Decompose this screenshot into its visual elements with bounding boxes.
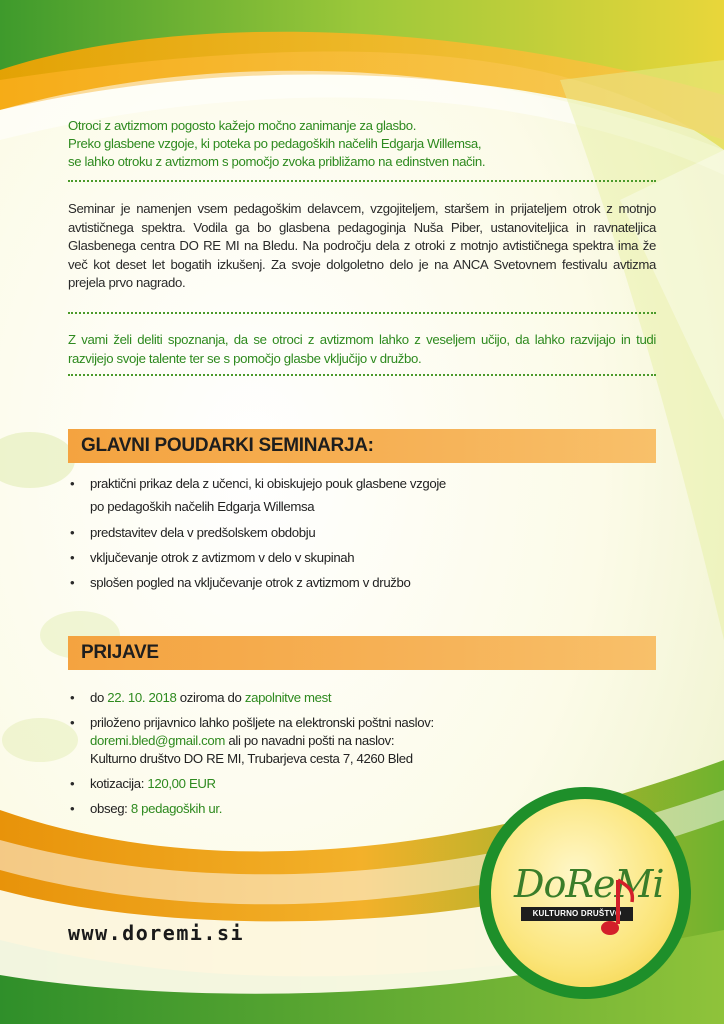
list-item: • praktični prikaz dela z učenci, ki obiskujejo pouk glasbene vzgoje (70, 475, 446, 493)
intro-line-1: Otroci z avtizmom pogosto kažejo močno zanimanje za glasbo. (68, 118, 417, 133)
list-item: • splošen pogled na vključevanje otrok z avtizmom v družbo (70, 574, 411, 592)
divider-1 (68, 180, 656, 182)
list-item-fee: • kotizacija: 120,00 EUR (70, 775, 434, 793)
deadline-date: 22. 10. 2018 (107, 690, 177, 705)
music-note-icon (598, 876, 638, 942)
highlights-list (70, 475, 446, 493)
highlights-heading-bar (68, 429, 656, 463)
postal-address: Kulturno društvo DO RE MI, Trubarjeva cesta 7, 4260 Bled (90, 751, 413, 766)
doremi-logo: DoReMi (514, 862, 664, 906)
list-item-continuation: po pedagoških načelih Edgarja Willemsa (90, 499, 315, 514)
divider-3 (68, 374, 656, 376)
list-item-deadline: • do 22. 10. 2018 oziroma do zapolnitve mest (70, 689, 434, 707)
registration-list (70, 689, 434, 818)
website-link[interactable]: www.doremi.si (68, 921, 245, 945)
registration-heading-bar (68, 636, 656, 670)
list-item: • vključevanje otrok z avtizmom v delo v skupinah (70, 549, 411, 567)
email-link[interactable]: doremi.bled@gmail.com (90, 733, 226, 748)
intro-line-3: se lahko otroku z avtizmom s pomočjo zvoka približamo na edinstven način. (68, 154, 486, 169)
seminar-description: Seminar je namenjen vsem pedagoškim delavcem, vzgojiteljem, staršem in prijateljem otrok z motnjo avtističnega spektra. Vodila ga bo glasbena pedagoginja Nuša Piber, ustanoviteljica in ravnateljica Glasbenega centra DO RE MI na Bledu. Na področju dela z otroki z motnjo avtističnega spektra ima že več kot deset let bogatih izkušenj. Za svoje dolgoletno delo je na ANCA Svetovnem festivalu avtizma prejela prvo nagrado. (68, 201, 656, 291)
list-item-send: • priloženo prijavnico lahko pošljete na elektronski poštni naslov: doremi.bled@gmail.com ali po navadni pošti na naslov: Kulturno društvo DO RE MI, Trubarjeva cesta 7, 4260 Bled (70, 714, 434, 768)
logo-subtitle: KULTURNO DRUŠTVO (521, 907, 633, 921)
highlights-list-rest (70, 524, 411, 592)
divider-2 (68, 312, 656, 314)
closing-statement: Z vami želi deliti spoznanja, da se otroci z avtizmom lahko z veseljem učijo, da lahko razvijajo in tudi razvijejo svoje talente ter se s pomočjo glasbe vključijo v družbo. (68, 332, 656, 366)
intro-line-2: Preko glasbene vzgoje, ki poteka po pedagoških načelih Edgarja Willemsa, (68, 136, 482, 151)
registration-heading: PRIJAVE (81, 642, 159, 663)
list-item: • predstavitev dela v predšolskem obdobju (70, 524, 411, 542)
highlights-heading: GLAVNI POUDARKI SEMINARJA: (81, 435, 374, 456)
list-item-scope: • obseg: 8 pedagoških ur. (70, 800, 434, 818)
